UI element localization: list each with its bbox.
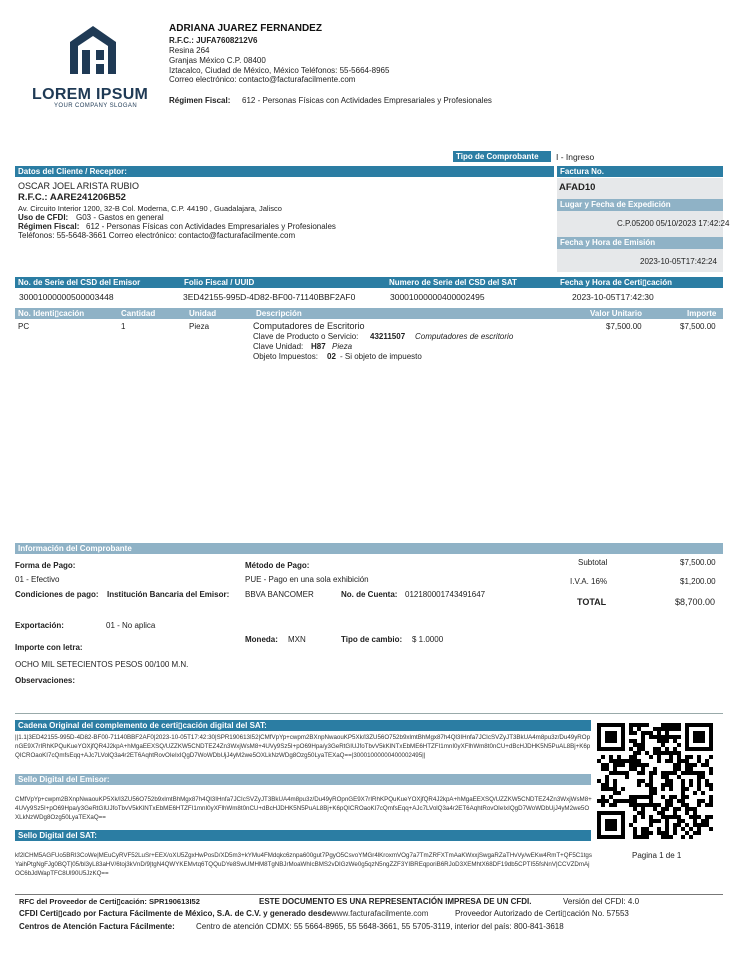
qr-code xyxy=(597,723,713,839)
emitter-colony: Granjas México C.P. 08400 xyxy=(169,56,266,65)
iva-label: I.V.A. 16% xyxy=(570,577,608,586)
item-descripcion: Computadores de Escritorio xyxy=(253,321,365,331)
fecha-emision-value: 2023-10-05T17:42:24 xyxy=(640,257,717,266)
qr-code-icon xyxy=(597,723,713,839)
forma-pago-value: 01 - Efectivo xyxy=(15,575,60,584)
timbre-header-fecha-cert: Fecha y Hora de Certi▯cación xyxy=(557,277,723,288)
emitter-city-phone: Iztacalco, Ciudad de México, México Teléfonos: 55-5664-8965 xyxy=(169,66,390,75)
sello-sat-text: kf2lCHM5AGFUo5BRI3CoWe|MEuCyRVF52LuSr+EEX/oXU5ZgxHwPosD/XD5m3+kYMu4FMdqkc6znpa600gut7PgyO5CsvoYMGr4lKroxmVOg7a7TmZRFXTmAaKWxxjSwgaRZaTHvVy/wEKw4RmT+QF5C1tgsYaihPtgNgFJg0BQT|05/bl3yL83aHV/6toj3kVnD/9|tgN4QWYKEMvtq6TQQuDYe8SwUMHM8TgNBJrMoaWhIcBMS2vDIGzWe0g5qzN5ngZZF3YIBREqporiB6RJoD3XEMhtX68DF19db5CPTI55fsNnV|CCVZDmAjOC6bJdWapTFC8Ul90U5JzKQ== xyxy=(15,852,592,877)
footer-representacion: ESTE DOCUMENTO ES UNA REPRESENTACIÓN IMPRESA DE UN CFDI. xyxy=(259,897,532,906)
items-header-descripcion: Descripción xyxy=(256,309,302,318)
item-importe: $7,500.00 xyxy=(680,322,716,331)
items-header-unidad: Unidad xyxy=(189,309,217,318)
item-clave-prod-desc: Computadores de escritorio xyxy=(415,332,514,341)
item-objeto-code: 02 xyxy=(327,352,336,361)
footer-rfc-proveedor: RFC del Proveedor de Certi▯cación: SPR190613I52 xyxy=(19,897,200,906)
banco-label: Institución Bancaria del Emisor: xyxy=(107,590,230,599)
timbre-serie-sat: 30001000000400002495 xyxy=(390,292,485,302)
cliente-address: Av. Circuito Interior 1200, 32-B Col. Moderna, C.P. 44190 , Guadalajara, Jalisco xyxy=(18,204,282,213)
iva-value: $1,200.00 xyxy=(680,577,716,586)
subtotal-label: Subtotal xyxy=(578,558,608,567)
item-clave-unidad-label: Clave Unidad: xyxy=(253,342,304,351)
emitter-rfc: R.F.C.: JUFA7608212V6 xyxy=(169,36,258,45)
item-objeto-desc: - Si objeto de impuesto xyxy=(340,352,422,361)
importe-letra-value: OCHO MIL SETECIENTOS PESOS 00/100 M.N. xyxy=(15,660,189,669)
logo-text: LOREM IPSUM xyxy=(32,86,149,103)
tipo-comprobante-label: Tipo de Comprobante xyxy=(453,151,551,162)
items-header-valor-unitario: Valor Unitario xyxy=(590,309,643,318)
observaciones-label: Observaciones: xyxy=(15,676,76,685)
forma-pago-label: Forma de Pago: xyxy=(15,561,76,570)
footer-proveedor-autorizado: Proveedor Autorizado de Certi▯cación No. 57553 xyxy=(455,909,629,918)
item-objeto-label: Objeto Impuestos: xyxy=(253,352,318,361)
sello-sat-header: Sello Digital del SAT: xyxy=(15,830,591,841)
total-value: $8,700.00 xyxy=(675,597,716,607)
timbre-header-uuid: Folio Fiscal / UUID xyxy=(181,277,386,288)
tipo-comprobante-value: I - Ingreso xyxy=(556,152,595,162)
footer-divider xyxy=(15,894,723,895)
emitter-name: ADRIANA JUAREZ FERNANDEZ xyxy=(169,23,322,34)
factura-no-label: Factura No. xyxy=(557,166,723,177)
timbre-header-serie-sat: Numero de Serie del CSD del SAT xyxy=(386,277,557,288)
tipo-cambio-label: Tipo de cambio: xyxy=(341,635,403,644)
importe-letra-label: Importe con letra: xyxy=(15,643,83,652)
lugar-expedicion-label: Lugar y Fecha de Expedición xyxy=(557,199,723,211)
emitter-street: Resina 264 xyxy=(169,46,210,55)
exportacion-label: Exportación: xyxy=(15,621,64,630)
pagina: Pagina 1 de 1 xyxy=(632,851,682,860)
footer-certificado-por: CFDI Certi▯cado por Factura Fácilmente de México, S.A. de C.V. y generado desde xyxy=(19,909,332,918)
cuenta-label: No. de Cuenta: xyxy=(341,590,398,599)
sello-emisor-header: Sello Digital del Emisor: xyxy=(15,774,591,785)
exportacion-value: 01 - No aplica xyxy=(106,621,156,630)
item-cantidad: 1 xyxy=(121,322,126,331)
cuenta-value: 012180001743491647 xyxy=(405,590,486,599)
factura-no-value: AFAD10 xyxy=(559,182,596,193)
timbre-header-serie-emisor: No. de Serie del CSD del Emisor xyxy=(15,277,181,288)
item-clave-prod-code: 43211507 xyxy=(370,332,406,341)
metodo-pago-label: Método de Pago: xyxy=(245,561,310,570)
timbre-fecha-cert: 2023-10-05T17:42:30 xyxy=(572,292,654,302)
timbre-serie-emisor: 30001000000500003448 xyxy=(19,292,114,302)
cliente-regimen-value: 612 - Personas Físicas con Actividades Empresariales y Profesionales xyxy=(86,222,336,231)
total-label: TOTAL xyxy=(577,597,607,607)
condiciones-pago-label: Condiciones de pago: xyxy=(15,590,99,599)
cliente-uso-label: Uso de CFDI: xyxy=(18,213,69,222)
banco-value: BBVA BANCOMER xyxy=(245,590,314,599)
subtotal-value: $7,500.00 xyxy=(680,558,716,567)
tipo-cambio-value: $ 1.0000 xyxy=(412,635,444,644)
cliente-contact: Teléfonos: 55-5648-3661 Correo electrónico: contacto@facturafacilmente.com xyxy=(18,231,296,240)
cliente-header: Datos del Cliente / Receptor: xyxy=(15,166,554,177)
cliente-regimen-label: Régimen Fiscal: xyxy=(18,222,80,231)
sello-emisor-text: CMfVpYp+cwpm2BXnpNwaouKP5Xk/l3ZU56O752b9xlmtBhMgx87h4Ql3IHnfa7JCIcSVZyJT3BkUA4m8pu3z/Du49yROpnGE9X7rIRhKPQuKueYOXjfQR4J2kpA+hMgaEEXSQ/UZZKW5CNDTEZ4Zn3WxjWsM8+4UVy9Sz5I+pO69Hpa/y3GeRtGIUJfoTbvV5kKlNTxEbME6HTZFI1mnI0yXFlhWm8t0nCU+dBcHJDHK5N5PuAL8Bj+K6pQICROaoKI7cQmfsEqq+AJc7LVolQ3a4r2ET6AqhtRovOIeIxIQgD7WoWDbUjJ4yM2we5OXLkNzWDg8Ozg50LyaTEXaQ== xyxy=(15,796,592,821)
footer-centros-label: Centros de Atención Factura Fácilmente: xyxy=(19,922,175,931)
item-unidad: Pieza xyxy=(189,322,210,331)
item-clave-unidad-code: H87 xyxy=(311,342,326,351)
footer-website[interactable]: www.facturafacilmente.com xyxy=(331,909,429,918)
cadena-text: ||1.1|3ED42155-995D-4D82-BF00-71140BBF2AF0|2023-10-05T17:42:30|SPR190613I52|CMfVpYp+cwpm2BXnpNwaouKP5Xk/l3ZU56O752b9xlmtBhMgx87h4Ql3IHnfa7JCIcSVZyJT3BkUA4m8pu3z/Du49yROpnGE9X7rIRhKPQuKueYOXjfQR4J2kpA+hMgaEEXSQ/UZZKW5CNDTEZ4Zn3WxjWsM8+4UVy9Sz5I+pO69Hpa/y3GeRtGIUJfoTbvV5kKlNTxEbME6HTZFI1mnI0yXFlhWm8t0nCU+dBcHJDHK5N5PuAL8Bj+K6pQICROaoKI7cQmfsEqq+AJc7LVolQ3a4r2ET6AqhtRovOIeIxIQgD7WoWDbUjJ4yM2we5OXLkNzWDg8Ozg50LyaTEXaQ==|30001000000400002495|| xyxy=(15,734,591,759)
footer-centros-value: Centro de atención CDMX: 55 5664-8965, 55 5648-3661, 55 5705-3119, interior del país: 800-841-3618 xyxy=(196,922,564,931)
divider-line xyxy=(15,713,723,714)
comprobante-header: Información del Comprobante xyxy=(15,543,723,554)
item-valor-unitario: $7,500.00 xyxy=(606,322,642,331)
item-clave-prod-label: Clave de Producto o Servicio: xyxy=(253,332,359,341)
metodo-pago-value: PUE - Pago en una sola exhibición xyxy=(245,575,369,584)
items-header-importe: Importe xyxy=(687,309,717,318)
cliente-name: OSCAR JOEL ARISTA RUBIO xyxy=(18,181,140,191)
emitter-regimen-value: 612 - Personas Físicas con Actividades Empresariales y Profesionales xyxy=(242,96,492,105)
building-logo-icon xyxy=(68,24,118,76)
item-clave-unidad-desc: Pieza xyxy=(332,342,353,351)
items-header-cantidad: Cantidad xyxy=(121,309,156,318)
moneda-label: Moneda: xyxy=(245,635,278,644)
cliente-uso-value: G03 - Gastos en general xyxy=(76,213,164,222)
items-header-id: No. Identi▯cación xyxy=(18,309,85,318)
fecha-emision-label: Fecha y Hora de Emisión xyxy=(557,237,723,249)
company-logo xyxy=(68,24,118,74)
timbre-uuid: 3ED42155-995D-4D82-BF00-71140BBF2AF0 xyxy=(183,292,356,302)
footer-version: Versión del CFDI: 4.0 xyxy=(563,897,640,906)
logo-slogan: YOUR COMPANY SLOGAN xyxy=(54,103,138,109)
emitter-regimen-label: Régimen Fiscal: xyxy=(169,96,231,105)
lugar-expedicion-value: C.P.05200 05/10/2023 17:42:24 xyxy=(617,219,730,228)
emitter-email: Correo electrónico: contacto@facturafacilmente.com xyxy=(169,75,356,84)
item-id: PC xyxy=(18,322,30,331)
cadena-header: Cadena Original del complemento de certi▯cación digital del SAT: xyxy=(15,720,591,731)
moneda-value: MXN xyxy=(288,635,306,644)
cliente-rfc: R.F.C.: AARE241206B52 xyxy=(18,192,126,203)
